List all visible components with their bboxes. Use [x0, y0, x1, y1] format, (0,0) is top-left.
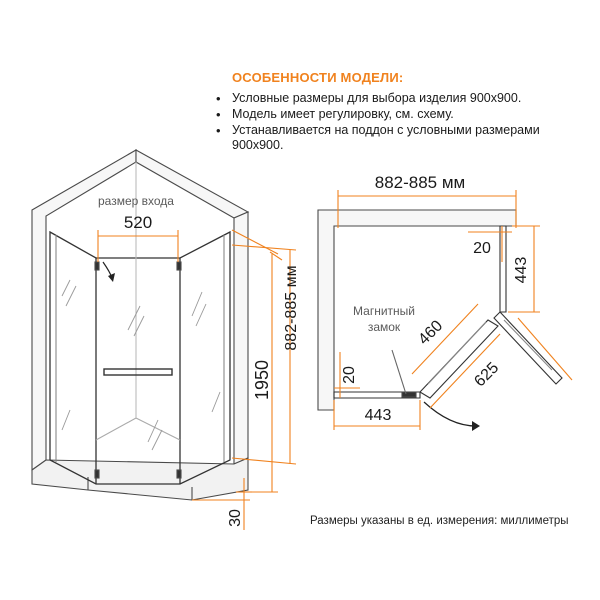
glass-reflections — [62, 280, 220, 450]
tray-height: 30 — [227, 509, 244, 527]
entrance-label: размер входа — [98, 194, 174, 208]
top-offset: 20 — [473, 240, 491, 257]
plan-side-panel — [500, 226, 506, 312]
diagonal-total: 625 — [471, 359, 503, 391]
dim-ext — [518, 318, 572, 380]
shower-tray — [32, 458, 248, 500]
side-length: 443 — [513, 256, 530, 284]
units-note: Размеры указаны в ед. измерения: миллиметры — [310, 515, 569, 527]
plan-fixed-panel — [494, 312, 562, 384]
towel-handle — [104, 369, 172, 375]
hinge — [177, 470, 181, 478]
side-size: 882-885 мм — [283, 265, 300, 351]
right-wall — [234, 212, 248, 464]
plan-glass-line — [504, 320, 552, 370]
hinge — [177, 262, 181, 270]
inner-floor-line — [96, 418, 180, 440]
lock-leader — [392, 350, 406, 394]
hinge — [95, 470, 99, 478]
features-title: ОСОБЕННОСТИ МОДЕЛИ: — [232, 70, 404, 85]
feature-item: • Устанавливается на поддон с условными размерами 900х900. — [214, 123, 594, 153]
entrance-width: 520 — [123, 213, 153, 232]
enclosure-frame — [50, 232, 230, 484]
bottom-offset: 20 — [341, 366, 358, 384]
arrow-head — [472, 421, 480, 431]
overall-width: 882-885 мм — [374, 173, 466, 192]
bottom-length: 443 — [364, 407, 392, 424]
arrow-head — [108, 273, 115, 282]
diagonal-panel: 460 — [415, 317, 447, 349]
feature-item: • Модель имеет регулировку, см. схему. — [214, 107, 594, 122]
magnetic-lock-line2: замок — [367, 320, 401, 334]
total-height: 1950 — [252, 359, 272, 401]
feature-item: • Условные размеры для выбора изделия 900х900. — [214, 91, 594, 106]
hinge — [95, 262, 99, 270]
magnetic-lock — [402, 392, 416, 397]
magnetic-lock-line1: Магнитный — [353, 304, 415, 318]
